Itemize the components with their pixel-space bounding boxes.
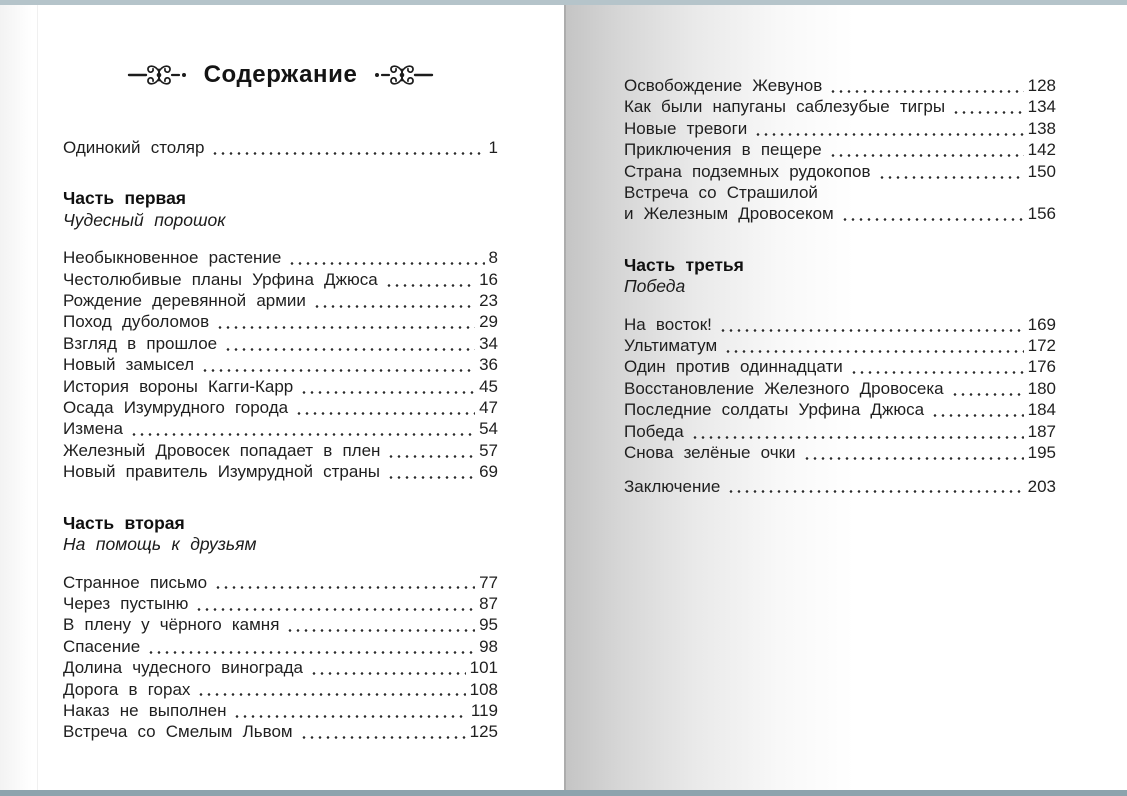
- top-strip: [0, 0, 1127, 5]
- toc-entry: [63, 614, 498, 635]
- dot-leader: [829, 139, 1024, 160]
- toc-page-number: 45: [479, 376, 498, 396]
- toc-entry-title: Честолюбивые планы Урфина Джюса: [63, 269, 378, 289]
- toc-entry-title: Рождение деревянной армии: [63, 291, 306, 311]
- dot-leader: [387, 440, 475, 461]
- part-heading-block: [624, 255, 1056, 298]
- toc-entry: [63, 700, 498, 721]
- toc-title-row: [63, 53, 498, 97]
- toc-entry-title: Один против одиннадцати: [624, 357, 843, 377]
- fleuron-right-icon: [370, 57, 434, 93]
- right-page: [564, 5, 1127, 790]
- left-page-toc: [63, 137, 498, 743]
- toc-page-number: 36: [479, 355, 498, 375]
- dot-leader: [130, 418, 475, 439]
- toc-entry: [63, 657, 498, 678]
- toc-entry: [63, 397, 498, 418]
- toc-page-number: 195: [1027, 443, 1056, 463]
- dot-leader: [850, 356, 1024, 377]
- part-heading-block: [63, 188, 498, 231]
- toc-page-number: 87: [479, 593, 498, 613]
- toc-entry-title: Как были напуганы саблезубые тигры: [624, 97, 946, 117]
- toc-entry: [624, 314, 1056, 335]
- part-heading-block: [63, 513, 498, 556]
- toc-page-number: 101: [469, 658, 498, 678]
- dot-leader: [300, 376, 475, 397]
- toc-entry: [63, 354, 498, 375]
- toc-entry-title: Новые тревоги: [624, 118, 748, 138]
- toc-entry: [63, 593, 498, 614]
- dot-leader: [841, 203, 1024, 224]
- toc-entry: [624, 139, 1056, 160]
- toc-page-number: 34: [479, 333, 498, 353]
- right-page-toc: [624, 75, 1056, 497]
- toc-entry: [63, 376, 498, 397]
- toc-entry-title: Освобождение Жевунов: [624, 76, 823, 95]
- toc-entry-title: Последние солдаты Урфина Джюса: [624, 400, 925, 420]
- toc-entry: [63, 721, 498, 742]
- toc-page-number: 184: [1027, 400, 1056, 420]
- toc-page-number: 187: [1027, 421, 1056, 441]
- toc-entry-title: Ультиматум: [624, 336, 718, 356]
- toc-page-number: 8: [488, 248, 498, 268]
- toc-entry-title: Снова зелёные очки: [624, 443, 796, 463]
- toc-entry: [624, 421, 1056, 442]
- part-subtitle: На помощь к друзьям: [63, 534, 257, 555]
- part-heading: Часть третья: [624, 254, 744, 275]
- dot-leader: [197, 679, 465, 700]
- toc-entry-title: Страна подземных рудокопов: [624, 161, 871, 181]
- dot-leader: [310, 657, 466, 678]
- toc-entries-block: [63, 247, 498, 482]
- part-subtitle: Чудесный порошок: [63, 209, 226, 230]
- toc-entry: [624, 399, 1056, 420]
- toc-entry-title: Приключения в пещере: [624, 140, 822, 160]
- toc-entry: [63, 269, 498, 290]
- toc-page-number: 203: [1027, 476, 1056, 496]
- page-title: Содержание: [203, 61, 358, 88]
- toc-page-number: 69: [479, 462, 498, 482]
- dot-leader: [147, 636, 475, 657]
- toc-page-number: 95: [479, 615, 498, 635]
- dot-leader: [295, 397, 475, 418]
- toc-entry-title: История вороны Кагги-Карр: [63, 376, 294, 396]
- toc-entry-title: и Железным Дровосеком: [624, 204, 834, 224]
- toc-entries-block: [624, 314, 1056, 464]
- part-heading: Часть первая: [63, 188, 187, 209]
- dot-leader: [727, 476, 1023, 497]
- dot-leader: [313, 290, 475, 311]
- toc-entry-title: Одинокий столяр: [63, 138, 205, 157]
- dot-leader: [286, 614, 475, 635]
- toc-entry: [63, 461, 498, 482]
- part-heading: Часть вторая: [63, 512, 185, 533]
- toc-entry: [63, 418, 498, 439]
- toc-entry-title: Измена: [63, 419, 123, 439]
- dot-leader: [233, 700, 466, 721]
- dot-leader: [288, 247, 484, 268]
- toc-entry: [63, 290, 498, 311]
- dot-leader: [951, 378, 1024, 399]
- toc-entry: [63, 679, 498, 700]
- part-subtitle: Победа: [624, 276, 686, 297]
- book-spread: [0, 5, 1127, 790]
- toc-page-number: 180: [1027, 378, 1056, 398]
- toc-entries-block: [624, 476, 1056, 497]
- toc-page-number: 134: [1027, 97, 1056, 117]
- dot-leader: [211, 137, 484, 158]
- dot-leader: [691, 421, 1024, 442]
- toc-entry: [63, 311, 498, 332]
- toc-page-number: 142: [1027, 140, 1056, 160]
- toc-entry: [63, 247, 498, 268]
- toc-page-number: 98: [479, 636, 498, 656]
- toc-page-number: 54: [479, 419, 498, 439]
- toc-page-number: 119: [470, 700, 498, 720]
- dot-leader: [216, 311, 475, 332]
- toc-page-number: 172: [1027, 336, 1056, 356]
- toc-entry: [624, 356, 1056, 377]
- toc-entries-block: [63, 572, 498, 743]
- toc-page-number: 150: [1027, 161, 1056, 181]
- dot-leader: [224, 333, 475, 354]
- toc-entry: [624, 335, 1056, 356]
- dot-leader: [724, 335, 1023, 356]
- toc-entry-title: Встреча со Страшилой: [624, 183, 818, 203]
- dot-leader: [754, 118, 1023, 139]
- toc-entry-title: Через пустыню: [63, 593, 189, 613]
- toc-entry-title: В плену у чёрного камня: [63, 615, 280, 635]
- toc-entry: [624, 96, 1056, 117]
- toc-page-number: 57: [479, 440, 498, 460]
- toc-page-number: 156: [1027, 204, 1056, 224]
- dot-leader: [803, 442, 1024, 463]
- toc-entry-title: Железный Дровосек попадает в плен: [63, 440, 381, 460]
- toc-page-number: 47: [479, 398, 498, 418]
- dot-leader: [931, 399, 1024, 420]
- toc-page-number: 176: [1027, 357, 1056, 377]
- toc-entry-title: Взгляд в прошлое: [63, 333, 218, 353]
- toc-entry-title: Необыкновенное растение: [63, 248, 282, 268]
- dot-leader: [952, 96, 1024, 117]
- toc-page-number: 138: [1027, 118, 1056, 138]
- toc-entry: [624, 182, 1056, 203]
- toc-entry-title: Поход дуболомов: [63, 312, 210, 332]
- dot-leader: [195, 593, 475, 614]
- toc-page-number: 29: [479, 312, 498, 332]
- toc-entry: [624, 161, 1056, 182]
- toc-entry: [63, 333, 498, 354]
- toc-entry-title: Осада Изумрудного города: [63, 398, 289, 418]
- toc-entry-title: Странное письмо: [63, 572, 208, 592]
- toc-page-number: 169: [1027, 314, 1056, 334]
- dot-leader: [719, 314, 1024, 335]
- toc-entry-title: Восстановление Железного Дровосека: [624, 378, 944, 398]
- dot-leader: [300, 721, 466, 742]
- toc-entry: [624, 476, 1056, 497]
- toc-entry: [624, 442, 1056, 463]
- toc-page-number: 125: [469, 722, 498, 742]
- toc-entry-title: На восток!: [624, 314, 712, 334]
- dot-leader: [214, 572, 475, 593]
- toc-entry-title: Дорога в горах: [63, 679, 191, 699]
- toc-entry: [624, 203, 1056, 224]
- dot-leader: [829, 75, 1023, 96]
- toc-entry-title: Победа: [624, 421, 684, 441]
- dot-leader: [385, 269, 475, 290]
- toc-page-number: 16: [479, 269, 498, 289]
- toc-entry-title: Наказ не выполнен: [63, 700, 227, 720]
- toc-entry: [63, 636, 498, 657]
- dot-leader: [387, 461, 475, 482]
- toc-page-number: 1: [488, 138, 498, 157]
- toc-page-number: 77: [479, 572, 498, 592]
- toc-entry: [624, 378, 1056, 399]
- bottom-strip: [0, 790, 1127, 796]
- toc-page-number: 23: [479, 291, 498, 311]
- toc-entries-block: [624, 75, 1056, 225]
- toc-entry: [63, 440, 498, 461]
- toc-entry-title: Спасение: [63, 636, 141, 656]
- fleuron-left-icon: [127, 57, 191, 93]
- toc-entry-title: Заключение: [624, 476, 721, 496]
- left-page: [0, 5, 564, 790]
- toc-page-number: 128: [1027, 76, 1056, 95]
- dot-leader: [878, 161, 1024, 182]
- toc-entry-title: Новый правитель Изумрудной страны: [63, 462, 380, 482]
- toc-entries-block: [63, 137, 498, 158]
- toc-page-number: 108: [469, 679, 498, 699]
- toc-entry: [63, 572, 498, 593]
- toc-entry: [624, 75, 1056, 96]
- toc-entry: [63, 137, 498, 158]
- toc-entry: [624, 118, 1056, 139]
- toc-entry-title: Долина чудесного винограда: [63, 658, 304, 678]
- toc-entry-title: Новый замысел: [63, 355, 195, 375]
- dot-leader: [201, 354, 475, 375]
- toc-entry-title: Встреча со Смелым Львом: [63, 722, 293, 742]
